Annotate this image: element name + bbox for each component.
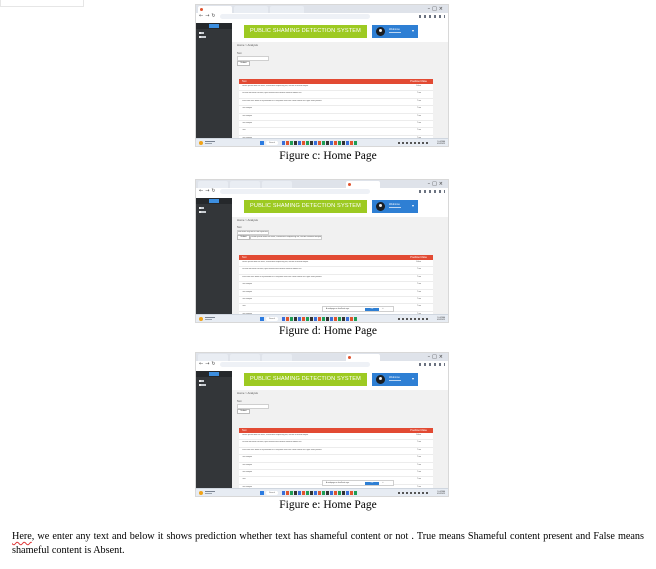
- start-menu-icon[interactable]: [260, 141, 264, 145]
- url-field[interactable]: [220, 362, 370, 367]
- row-text: Lorem ipsum dolor sit amet, consectetur adipiscing elit, sed do eiusmod tempor: [242, 434, 309, 436]
- row-value: False: [416, 261, 421, 263]
- row-value: True: [417, 275, 421, 278]
- row-text: Text: [242, 305, 246, 308]
- row-text: Ut enim ad minim veniam, quis nostrud exercitation ullamco laboris nisi: [242, 268, 302, 271]
- row-text: Lorem ipsum dolor sit amet, consectetur adipiscing elit, sed do eiusmod tempor: [242, 261, 309, 263]
- app-header: [232, 371, 448, 390]
- weather-icon[interactable]: [199, 491, 203, 495]
- window-controls-icon[interactable]: –□×: [427, 354, 445, 360]
- os-taskbar: [196, 138, 448, 146]
- taskbar-clock[interactable]: 10:42 AM 4/24/2023: [437, 317, 445, 321]
- taskbar-clock[interactable]: 10:42 AM 4/24/2023: [437, 141, 445, 145]
- brand-logo-icon: [209, 372, 219, 376]
- os-taskbar: [196, 314, 448, 322]
- dialog-ok-button[interactable]: OK: [365, 308, 379, 311]
- weather-icon[interactable]: [199, 317, 203, 321]
- user-name: Welcome: [389, 203, 400, 206]
- browser-tab[interactable]: [234, 6, 268, 13]
- dialog-ok-button[interactable]: OK: [365, 482, 379, 485]
- close-icon[interactable]: ×: [382, 308, 384, 310]
- extension-icons[interactable]: [419, 363, 445, 366]
- avatar-icon: [376, 375, 385, 384]
- row-text: Text sample: [242, 290, 253, 293]
- dialog-text: A webpage on localhost says: [326, 482, 350, 484]
- taskbar-search[interactable]: Search: [266, 317, 278, 321]
- table-row: [239, 275, 433, 282]
- app-header: [232, 23, 448, 42]
- sidebar-brand[interactable]: [196, 371, 232, 377]
- browser-tab-bar: [196, 5, 448, 13]
- screenshot-figure-e: [196, 353, 448, 496]
- row-value: True: [417, 305, 421, 308]
- results-table: [239, 79, 433, 146]
- system-tray-icons[interactable]: [398, 492, 428, 494]
- table-row: [239, 290, 433, 297]
- prediction-output: Lorem ipsum dolor sit amet, consectetur adipiscing elit, sed do eiusmod tempor: [251, 236, 322, 238]
- sidebar-item-analysis[interactable]: [199, 36, 206, 38]
- table-row: [239, 282, 433, 289]
- browser-tab-bar: [196, 353, 448, 361]
- weather-icon[interactable]: [199, 141, 203, 145]
- column-header-prediction: Predicted Value: [410, 80, 427, 83]
- browser-tab[interactable]: [262, 181, 292, 188]
- start-menu-icon[interactable]: [260, 317, 264, 321]
- tab-favicon-icon: [200, 8, 203, 11]
- user-menu[interactable]: [372, 373, 418, 386]
- address-bar: [196, 188, 448, 195]
- table-row: [239, 448, 433, 455]
- table-row: [239, 121, 433, 128]
- screenshot-figure-c: [196, 5, 448, 146]
- dialog-text: A webpage on localhost says: [326, 308, 350, 310]
- sidebar-brand[interactable]: [196, 23, 232, 29]
- table-row: [239, 267, 433, 274]
- extension-icons[interactable]: [419, 190, 445, 193]
- sidebar-item-analysis[interactable]: [199, 211, 206, 213]
- row-value: True: [417, 485, 421, 488]
- browser-dialog: [322, 306, 394, 312]
- browser-tab[interactable]: [346, 181, 380, 188]
- weather-text: [205, 317, 215, 318]
- tab-favicon-icon: [348, 183, 351, 186]
- predict-button[interactable]: Submit: [237, 409, 250, 414]
- breadcrumb: Home > Analysis: [237, 391, 258, 395]
- paragraph-lead-word: Here: [12, 531, 32, 542]
- system-tray-icons[interactable]: [398, 318, 428, 320]
- sidebar-item-home[interactable]: [199, 32, 204, 34]
- system-tray-icons[interactable]: [398, 142, 428, 144]
- column-header-prediction: Predicted Value: [410, 256, 427, 259]
- row-value: True: [417, 99, 421, 102]
- taskbar-app-icons[interactable]: [282, 491, 358, 495]
- row-text: Text sample: [242, 463, 253, 466]
- row-value: True: [417, 441, 421, 444]
- taskbar-search[interactable]: Search: [266, 491, 278, 495]
- row-text: Ut enim ad minim veniam, quis nostrud exercitation ullamco laboris nisi: [242, 441, 302, 444]
- browser-tab-bar: [196, 180, 448, 188]
- sidebar: [196, 371, 232, 488]
- sidebar-item-home[interactable]: [199, 380, 204, 382]
- taskbar-clock[interactable]: 10:42 AM 4/24/2023: [437, 491, 445, 495]
- main-content: [232, 217, 448, 314]
- user-name: Welcome: [389, 376, 400, 379]
- sidebar-item-home[interactable]: [199, 207, 204, 209]
- address-bar: [196, 13, 448, 20]
- nav-arrows-icon[interactable]: ←→↻: [199, 13, 218, 19]
- table-row: [239, 99, 433, 106]
- row-text: Text: [242, 478, 246, 481]
- row-value: True: [417, 129, 421, 132]
- figure-caption-d: Figure d: Home Page: [278, 325, 378, 337]
- page-title: PUBLIC SHAMING DETECTION SYSTEM: [244, 200, 367, 213]
- address-bar: [196, 361, 448, 368]
- text-label: Text: [237, 226, 242, 229]
- row-value: True: [417, 268, 421, 271]
- table-row: [239, 128, 433, 135]
- table-row: [239, 114, 433, 121]
- table-row: [239, 91, 433, 98]
- extension-icons[interactable]: [419, 15, 445, 18]
- avatar-icon: [376, 202, 385, 211]
- column-header-text: Text: [242, 80, 247, 83]
- row-text: Duis aute irure dolor in reprehenderit in voluptate velit esse cillum dolore eu fugiat nulla pariatur: [242, 448, 322, 451]
- url-field[interactable]: [220, 14, 370, 19]
- browser-tab[interactable]: [198, 6, 232, 13]
- main-content: [232, 390, 448, 488]
- weather-subtext: [205, 493, 212, 494]
- table-row: [239, 463, 433, 470]
- row-value: False: [416, 85, 421, 87]
- row-value: True: [417, 297, 421, 300]
- row-text: Duis aute irure dolor in reprehenderit in voluptate velit esse cillum dolore eu fugiat nulla pariatur: [242, 99, 322, 102]
- weather-text: [205, 141, 215, 142]
- weather-subtext: [205, 143, 212, 144]
- user-role: [389, 32, 401, 33]
- url-field[interactable]: [220, 189, 370, 194]
- row-value: True: [417, 448, 421, 451]
- row-text: Ut enim ad minim veniam, quis nostrud exercitation ullamco laboris nisi: [242, 92, 302, 95]
- browser-tab[interactable]: [270, 6, 304, 13]
- row-text: Text sample: [242, 283, 253, 286]
- weather-text: [205, 491, 215, 492]
- start-menu-icon[interactable]: [260, 491, 264, 495]
- close-icon[interactable]: ×: [382, 482, 384, 484]
- sidebar-item-analysis[interactable]: [199, 384, 206, 386]
- page-title: PUBLIC SHAMING DETECTION SYSTEM: [244, 373, 367, 386]
- predict-button[interactable]: Submit: [237, 235, 250, 240]
- table-row: [239, 440, 433, 447]
- nav-arrows-icon[interactable]: ←→↻: [199, 361, 218, 367]
- predict-button[interactable]: Submit: [237, 61, 250, 66]
- browser-tab[interactable]: [346, 354, 380, 361]
- figure-caption-c: Figure c: Home Page: [279, 150, 377, 162]
- chevron-down-icon[interactable]: ▾: [411, 203, 414, 208]
- page-top-fragment: [0, 0, 84, 7]
- browser-tab[interactable]: [198, 354, 228, 361]
- user-menu[interactable]: [372, 200, 418, 213]
- table-row: [239, 455, 433, 462]
- user-role: [389, 380, 401, 381]
- row-value: True: [417, 107, 421, 110]
- text-label: Text: [237, 52, 242, 55]
- brand-logo-icon: [209, 24, 219, 28]
- row-text: Lorem ipsum dolor sit amet, consectetur adipiscing elit, sed do eiusmod tempor: [242, 85, 309, 87]
- browser-tab[interactable]: [198, 181, 228, 188]
- taskbar-app-icons[interactable]: [282, 317, 358, 321]
- user-role: [389, 207, 401, 208]
- nav-arrows-icon[interactable]: ←→↻: [199, 188, 218, 194]
- window-controls-icon[interactable]: –□×: [427, 6, 445, 12]
- table-row: [239, 433, 433, 440]
- main-content: [232, 42, 448, 138]
- row-value: True: [417, 463, 421, 466]
- row-value: True: [417, 121, 421, 124]
- row-text: Text sample: [242, 297, 253, 300]
- row-value: False: [416, 434, 421, 436]
- row-value: True: [417, 456, 421, 459]
- breadcrumb: Home > Analysis: [237, 218, 258, 222]
- sidebar: [196, 23, 232, 138]
- figure-caption-e: Figure e: Home Page: [279, 499, 377, 511]
- app-header: [232, 198, 448, 217]
- paragraph-body: , we enter any text and below it shows prediction whether text has shameful content or not . True means Shameful content present and False means shameful content is Absent.: [12, 531, 644, 556]
- browser-tab[interactable]: [230, 354, 260, 361]
- table-row: [239, 106, 433, 113]
- row-value: True: [417, 478, 421, 481]
- text-input[interactable]: We enter any text in the input box: [238, 231, 268, 233]
- sidebar: [196, 198, 232, 314]
- browser-dialog: [322, 480, 394, 486]
- row-text: Text sample: [242, 114, 253, 117]
- user-name: Welcome: [389, 28, 400, 31]
- chevron-down-icon[interactable]: ▾: [411, 28, 414, 33]
- row-text: Text sample: [242, 121, 253, 124]
- row-value: True: [417, 92, 421, 95]
- row-value: True: [417, 470, 421, 473]
- taskbar-app-icons[interactable]: [282, 141, 358, 145]
- row-text: Text sample: [242, 485, 253, 488]
- row-text: Text sample: [242, 456, 253, 459]
- row-value: True: [417, 114, 421, 117]
- row-text: Text sample: [242, 470, 253, 473]
- row-value: True: [417, 290, 421, 293]
- table-row: [239, 84, 433, 91]
- row-value: True: [417, 283, 421, 286]
- column-header-text: Text: [242, 256, 247, 259]
- brand-logo-icon: [209, 199, 219, 203]
- window-controls-icon[interactable]: –□×: [427, 181, 445, 187]
- page-title: PUBLIC SHAMING DETECTION SYSTEM: [244, 25, 367, 38]
- taskbar-search[interactable]: Search: [266, 141, 278, 145]
- row-text: Text: [242, 129, 246, 132]
- browser-tab[interactable]: [262, 354, 292, 361]
- text-label: Text: [237, 400, 242, 403]
- screenshot-figure-d: [196, 180, 448, 322]
- avatar-icon: [376, 27, 385, 36]
- weather-subtext: [205, 319, 212, 320]
- breadcrumb: Home > Analysis: [237, 43, 258, 47]
- chevron-down-icon[interactable]: ▾: [411, 376, 414, 381]
- column-header-text: Text: [242, 429, 247, 432]
- table-row: [239, 260, 433, 267]
- row-text: Text sample: [242, 107, 253, 110]
- user-menu[interactable]: [372, 25, 418, 38]
- table-row: [239, 470, 433, 477]
- browser-tab[interactable]: [230, 181, 260, 188]
- sidebar-brand[interactable]: [196, 198, 232, 204]
- description-paragraph: [12, 530, 644, 558]
- table-row: [239, 297, 433, 304]
- tab-favicon-icon: [348, 356, 351, 359]
- row-text: Duis aute irure dolor in reprehenderit in voluptate velit esse cillum dolore eu fugiat nulla pariatur: [242, 275, 322, 278]
- column-header-prediction: Predicted Value: [410, 429, 427, 432]
